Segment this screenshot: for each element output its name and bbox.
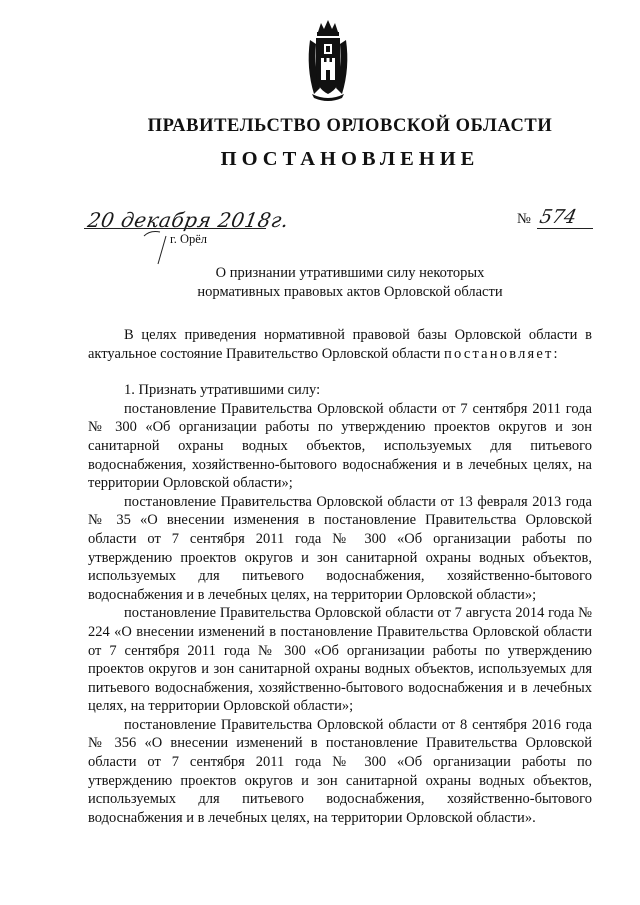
repealed-act-paragraph: постановление Правительства Орловской области от 13 февраля 2013 года № 35 «О внесении изменения в постановление Правительства Орловской области от 7 сентября 2011 года № 300 «Об организации работы по утверждению проектов округов и зон санитарной охраны водных объектов, используемых для питьевого водоснабжения, хозяйственно-бытового водоснабжения и в лечебных целях, на территории Орловской области»;: [88, 493, 592, 603]
city-label: г. Орёл: [170, 232, 208, 246]
repealed-act-paragraph: постановление Правительства Орловской области от 7 сентября 2011 года № 300 «Об организации работы по утверждению проектов округов и зон санитарной охраны водных объектов, используемых для питьевого водоснабжения, хозяйственно-бытового водоснабжения и в лечебных целях, на территории Орловской области»;: [88, 400, 592, 492]
preamble-text: В целях приведения нормативной правовой базы Орловской области в актуальное состояние Правительство Орловской области: [88, 327, 592, 362]
decree-keyword: постановляет:: [444, 345, 560, 362]
item-title: 1. Признать утратившими силу:: [124, 382, 321, 399]
repealed-act-paragraph: постановление Правительства Орловской области от 8 сентября 2016 года № 356 «О внесении изменений в постановление Правительства Орловской области от 7 сентября 2011 года № 300 «Об организации работы по утверждению проектов округов и зон санитарной охраны водных объектов, используемых для питьевого водоснабжения, хозяйственно-бытового водоснабжения и в лечебных целях, на территории Орловской области».: [88, 716, 592, 826]
handwritten-number: 574: [537, 206, 579, 228]
document-subject: [150, 264, 550, 302]
subject-line: О признании утратившими силу некоторых: [215, 265, 485, 281]
date-underline: [84, 228, 266, 229]
document-body: [88, 326, 592, 827]
handwritten-date: 20 декабря 2018г.: [85, 208, 291, 232]
subject-line: нормативных правовых актов Орловской области: [197, 284, 503, 300]
number-label: №: [517, 211, 531, 227]
preamble-paragraph: [88, 326, 592, 363]
number-underline: [537, 228, 593, 229]
repealed-act-paragraph: постановление Правительства Орловской области от 7 августа 2014 года № 224 «О внесении изменений в постановление Правительства Орловской области от 7 сентября 2011 года № 300 «Об организации работы по утверждению проектов округов и зон санитарной охраны водных объектов, используемых для питьевого водоснабжения, хозяйственно-бытового водоснабжения и в лечебных целях, на территории Орловской области»;: [88, 605, 592, 715]
document-type-heading: ПОСТАНОВЛЕНИЕ: [220, 148, 480, 170]
government-title: ПРАВИТЕЛЬСТВО ОРЛОВСКОЙ ОБЛАСТИ: [147, 116, 553, 136]
coat-of-arms-icon: [304, 18, 352, 102]
pen-stroke-mark: [140, 226, 170, 266]
